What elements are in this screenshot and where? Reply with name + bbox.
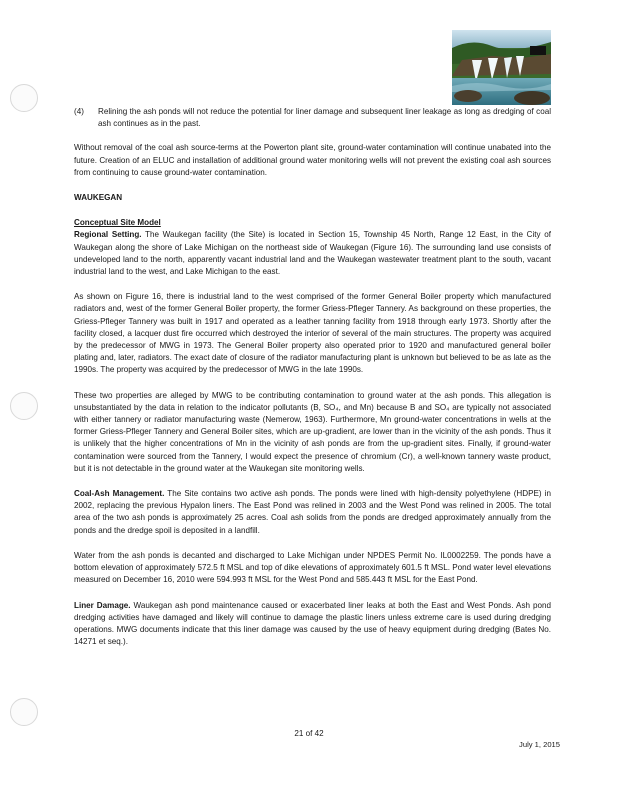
paragraph-regional-setting: [74, 229, 551, 278]
liner-damage-text: Waukegan ash pond maintenance caused or exacerbated liner leaks at both the East and West Ponds. Ash pond dredging activities have damaged and likely will continue to damage the plastic liners unless extreme care is used during dredging operations. MWG documents indicate that this liner damage was caused by the use of heavy equipment during dredging (Bates No. 14271 et seq.).: [74, 600, 552, 647]
waterfall-logo-image: [452, 30, 551, 105]
list-item-4: [74, 106, 551, 130]
list-item-text: Relining the ash ponds will not reduce the potential for liner damage and subsequent liner leakage as long as dredging of coal ash continues as in the past.: [98, 107, 551, 129]
punch-hole-bottom: [10, 698, 38, 726]
document-body: [74, 106, 551, 648]
coal-ash-text: The Site contains two active ash ponds. The ponds were lined with high-density polyethylene (HDPE) in 2002, replacing the previous Hypalon liners. The East Pond was relined in 2003 and the West Pond was relined in 2005. The total area of the two ash ponds is approximately 25 acres. Coal ash solids from the ponds are dredged approximately annually from the ponds and the dredge spoil is deposited in a landfill.: [74, 489, 551, 535]
footer-date: July 1, 2015: [519, 740, 560, 749]
list-item-number: (4): [74, 107, 84, 116]
punch-hole-top: [10, 84, 38, 112]
section-title: WAUKEGAN: [74, 193, 123, 203]
punch-hole-middle: [10, 392, 38, 420]
liner-damage-heading: Liner Damage.: [74, 600, 131, 610]
paragraph-pond-water: Water from the ash ponds is decanted and discharged to Lake Michigan under NPDES Permit No. IL0002259. The ponds have a bottom elevation of approximately 572.5 ft MSL and top of dike elevations of approximately 601.5 ft MSL. Pond water level elevations measured on December 16, 2010 were 594.993 ft MSL for the West Pond and 585.443 ft MSL for the East Pond.: [74, 550, 551, 585]
subsection-title: Conceptual Site Model: [74, 218, 161, 228]
paragraph-source-removal: Without removal of the coal ash source-terms at the Powerton plant site, ground-water contamination will continue unabated into the future. Creation of an ELUC and installation of additional ground water monitoring wells will not prevent the existing coal ash sources from continuing to cause ground-water contamination.: [74, 143, 551, 177]
regional-setting-text: The Waukegan facility (the Site) is located in Section 15, Township 45 North, Range 12 East, in the City of Waukegan along the shore of Lake Michigan on the northeast side of Waukegan (Figure 16). The surrounding land use consists of undeveloped land to the north, apparently vacant industrial land and the Waukegan wastewater treatment plant to the south, vacant industrial land to the west, and Lake Michigan to the east.: [74, 230, 551, 277]
paragraph-coal-ash-management: [74, 488, 551, 537]
page-number: 21 of 42: [294, 729, 324, 738]
paragraph-allegation: These two properties are alleged by MWG to be contributing contamination to ground water at the ash ponds. This allegation is unsubstantiated by the data in relation to the indicator pollutants (B, SO₄, and Mn) because B and SO₄ are typically not associated with either tannery or radiator manufacturing waste (Nemerow, 1963). Furthermore, Mn ground-water concentrations in wells at the former Griess-Pfleger Tannery and General Boiler sites, which are up-gradient, are lower than in the vicinity of the ash ponds. Thus it is unlikely that the higher concentrations of Mn in the vicinity of ash ponds are from the up-gradient sites. Finally, if ground-water contamination were sourced from the Tannery, I would expect the presence of chromium (Cr), a well-known tannery waste product, but it is not detectable in the ground water at the Waukegan site monitoring wells.: [74, 390, 551, 473]
coal-ash-heading: Coal-Ash Management.: [74, 489, 165, 499]
regional-setting-heading: Regional Setting.: [74, 230, 142, 240]
paragraph-figure-16: As shown on Figure 16, there is industrial land to the west comprised of the former General Boiler property which manufactured radiators and, west of the former General Boiler property, the former Griess-Pfleger Tannery. As background on these properties, the Griess-Pfleger Tannery was built in 1917 and operated as a leather tanning facility from 1918 through early 1973. Shortly after the facility closed, a lacquer dust fire occurred which destroyed the interior of several of the main structures. The property was acquired by the predecessor of MWG in 1973. The General Boiler property also operated prior to 1920 and manufactured general boiler plating and, later, radiators. The exact date of closure of the radiator manufacturing plant is unknown but believed to be as late as the 1990s. The property was acquired by the predecessor of MWG in the late 1990s.: [74, 292, 551, 375]
paragraph-liner-damage: [74, 600, 551, 649]
